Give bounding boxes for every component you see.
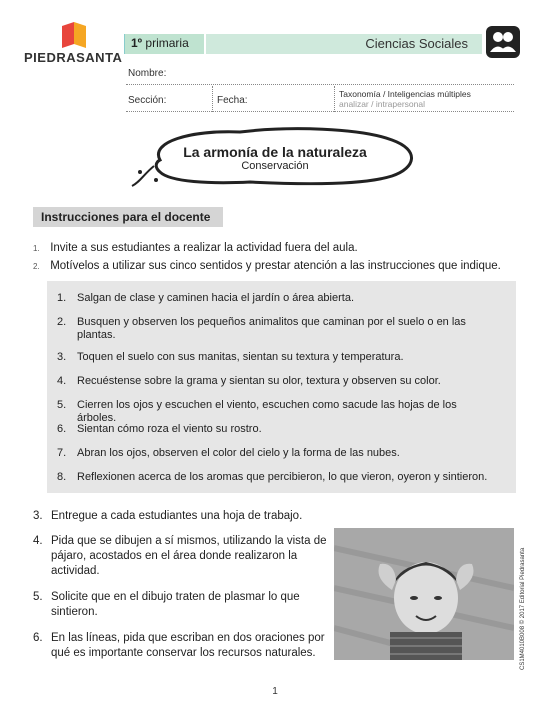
logo-text: PIEDRASANTA [24, 50, 123, 65]
logo-icon [60, 22, 88, 48]
outer-list-item [33, 240, 533, 257]
item-text: Pida que se dibujen a sí mismos, utilizando la vista de pájaro, acostados en el área donde realizaron la actividad. [51, 535, 327, 577]
item-number: 5. [33, 591, 43, 603]
step-number: 1. [57, 292, 67, 304]
step-number: 6. [57, 423, 67, 435]
item-text: Entregue a cada estudiantes una hoja de trabajo. [51, 510, 303, 522]
copyright-text: CS1M4010B008 © 2017 Editorial Piedrasanta [520, 547, 526, 670]
item-number: 1. [33, 244, 40, 253]
step-text: Reflexionen acerca de los aromas que percibieron, lo que vieron, oyeron y sintieron. [77, 471, 488, 483]
step-text: Busquen y observen los pequeños animalitos que caminan por el suelo o en las plantas. [77, 316, 466, 341]
step-number: 2. [57, 316, 67, 328]
item-number: 2. [33, 262, 40, 271]
step-text: Salgan de clase y caminen hacia el jardín o área abierta. [77, 292, 355, 304]
field-divider [212, 86, 213, 112]
fecha-label: Fecha: [217, 95, 248, 106]
subject-title: Ciencias Sociales [206, 34, 482, 54]
taxonomy-label: Taxonomía / Inteligencias múltiples [339, 89, 471, 99]
page-subtitle: Conservación [241, 160, 309, 172]
page-number: 1 [272, 686, 278, 697]
step-text: Toquen el suelo con sus manitas, sientan su textura y temperatura. [77, 351, 404, 363]
item-number: 6. [33, 632, 43, 644]
step-number: 5. [57, 399, 67, 411]
step-text: Sientan cómo roza el viento su rostro. [77, 423, 262, 435]
item-text: Motívelos a utilizar sus cinco sentidos y prestar atención a las instrucciones que indique. [50, 260, 501, 272]
nombre-line[interactable] [126, 84, 514, 85]
step-number: 8. [57, 471, 67, 483]
instructions-header: Instrucciones para el docente [33, 207, 223, 227]
seccion-line[interactable] [126, 111, 514, 112]
grade-word: primaria [145, 36, 189, 50]
step-number: 4. [57, 375, 67, 387]
taxonomy-value: analizar / intrapersonal [339, 99, 425, 109]
grade-badge [124, 34, 204, 54]
item-text: En las líneas, pida que escriban en dos oraciones por qué es importante conservar los recursos naturales. [51, 632, 325, 659]
item-number: 4. [33, 535, 43, 547]
step-text: Abran los ojos, observen el color del cielo y la forma de las nubes. [77, 447, 400, 459]
item-text: Invite a sus estudiantes a realizar la actividad fuera del aula. [50, 242, 358, 254]
step-text: Recuéstense sobre la grama y sientan su olor, textura y observen su color. [77, 375, 441, 387]
step-number: 3. [57, 351, 67, 363]
field-divider [334, 86, 335, 112]
step-text: Cierren los ojos y escuchen el viento, escuchen como sacude las hojas de los árboles. [77, 399, 457, 424]
nombre-label: Nombre: [128, 68, 167, 79]
grade-number: 1º [131, 36, 143, 50]
page-title: La armonía de la naturaleza [183, 144, 367, 160]
item-text: Solicite que en el dibujo traten de plasmar lo que sintieron. [51, 591, 300, 618]
item-number: 3. [33, 510, 43, 522]
copyright-code [520, 547, 530, 670]
outer-list-item [33, 258, 543, 275]
step-number: 7. [57, 447, 67, 459]
child-photo [334, 528, 514, 660]
steps-box [47, 281, 516, 493]
people-icon [486, 26, 520, 58]
seccion-label: Sección: [128, 95, 167, 106]
